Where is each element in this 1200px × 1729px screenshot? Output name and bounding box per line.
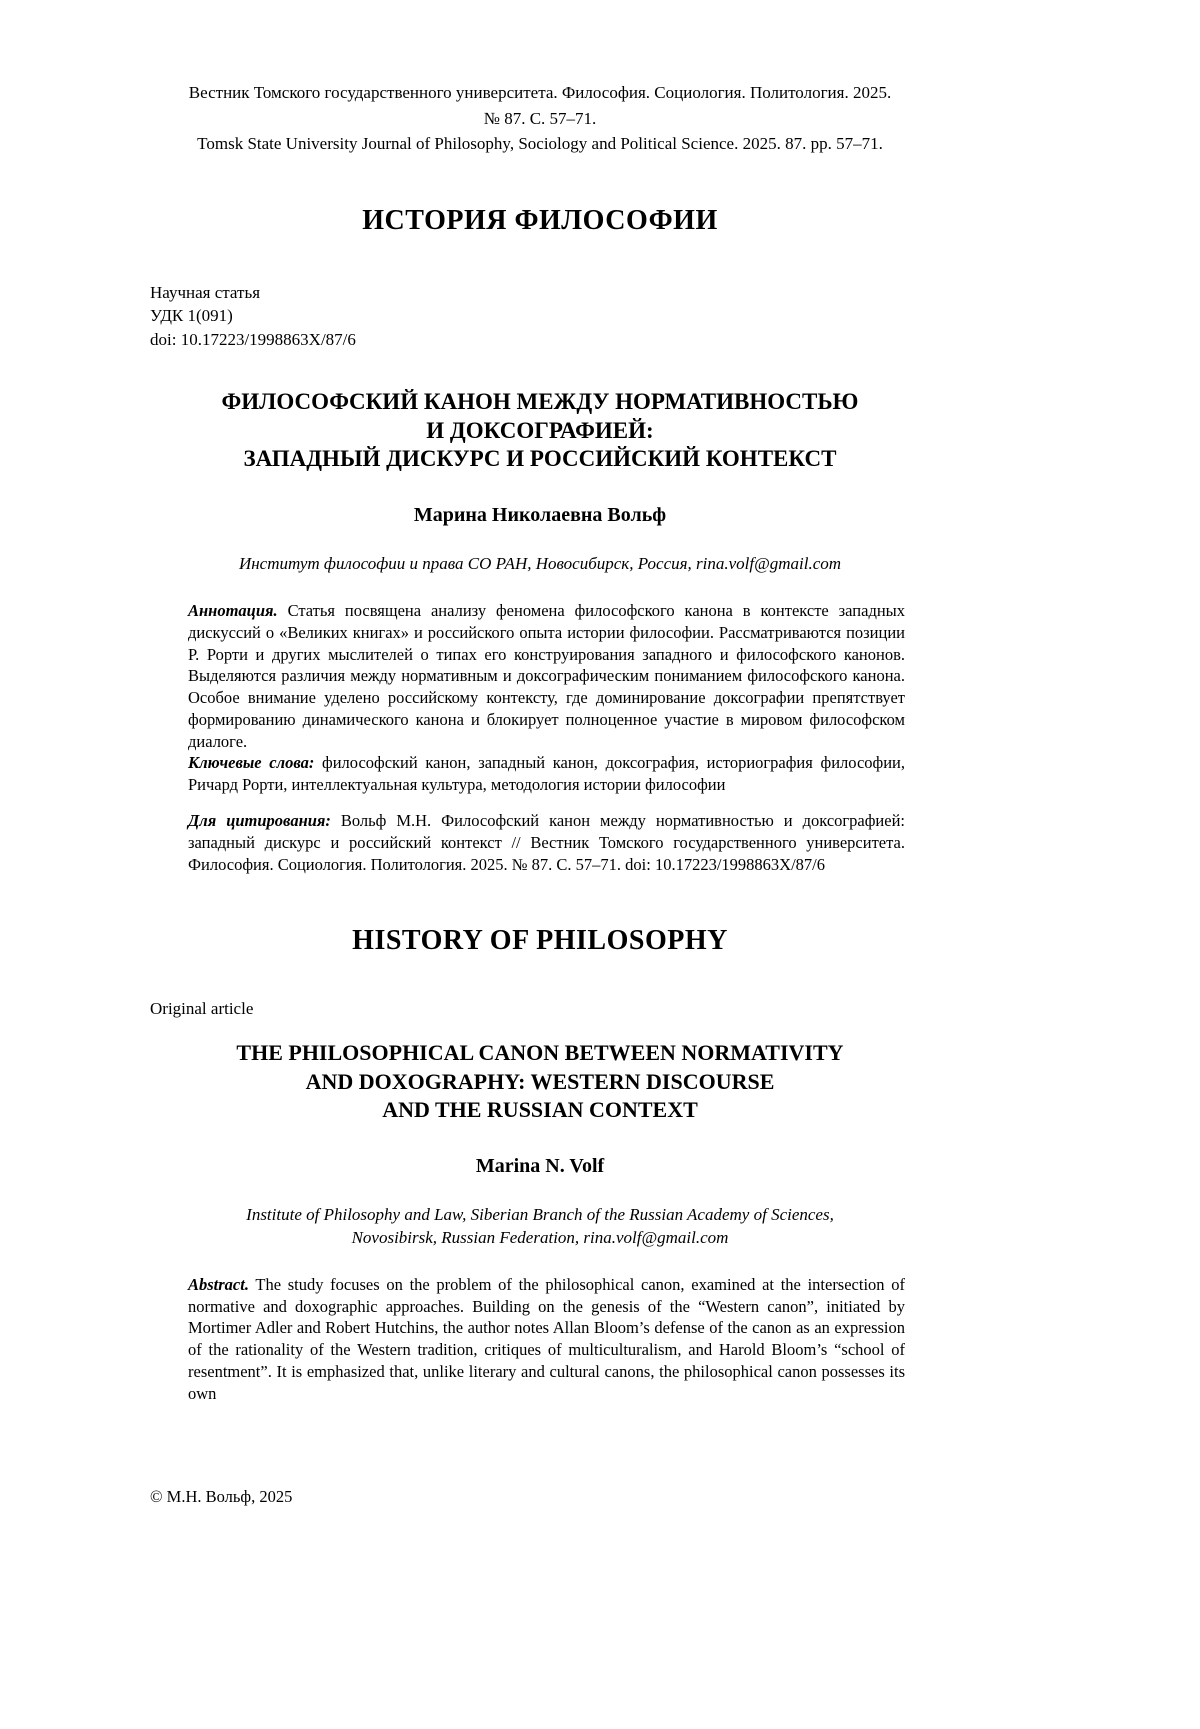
doi-number: doi: 10.17223/1998863X/87/6 (150, 330, 356, 350)
citation-label: Для цитирования: (188, 810, 331, 830)
citation-text: Вольф М.Н. Философский канон между нормативностью и доксографией: западный дискурс и российский контекст // Вестник Томского государственного университета. Философия. Социология. Политология. 2025. № 87. С. 57–71. doi: 10.17223/1998863X/87/6 (188, 810, 905, 874)
section-heading-ru: ИСТОРИЯ ФИЛОСОФИИ (362, 204, 718, 236)
udk-number: УДК 1(091) (150, 306, 233, 326)
citation-block (188, 810, 905, 875)
annotation-paragraph-ru (188, 600, 905, 752)
abstract-text-en: The study focuses on the problem of the philosophical canon, examined at the intersection of normative and doxographic approaches. Building on the genesis of the “Western canon”, initiated by Mortimer Adler and Robert Hutchins, the author notes Allan Bloom’s defense of the canon as an expression of the rationality of the Western tradition, critiques of multiculturalism, and Harold Bloom’s “school of resentment”. It is emphasized that, unlike literary and cultural canons, the philosophical canon possesses its own (188, 1274, 905, 1403)
keywords-paragraph-ru (188, 752, 905, 796)
annotation-label-ru: Аннотация. (188, 601, 278, 621)
section-heading-en: HISTORY OF PHILOSOPHY (352, 925, 728, 957)
citation-paragraph (188, 810, 905, 875)
article-type-ru: Научная статья (150, 282, 261, 302)
keywords-label-ru: Ключевые слова: (188, 753, 315, 773)
author-affiliation-en-line: Novosibirsk, Russian Federation, rina.volf@gmail.com (351, 1227, 729, 1247)
journal-masthead (150, 80, 930, 157)
article-title-en-line: AND THE RUSSIAN CONTEXT (382, 1097, 698, 1123)
masthead-line-issue: № 87. С. 57–71. (483, 108, 597, 128)
masthead-line-ru: Вестник Томского государственного университета. Философия. Социология. Политология. 2025. (188, 83, 892, 102)
masthead-line-en: Tomsk State University Journal of Philosophy, Sociology and Political Science. 2025. 87. pp. 57–71. (197, 134, 883, 153)
annotation-text-ru: Статья посвящена анализу феномена философского канона в контексте западных дискуссий о «Великих книгах» и российского опыта истории философии. Рассматриваются позиции Р. Рорти и других мыслителей о типах его конструирования западного и философского канонов. Выделяются различия между нормативным и доксографическим пониманием философского канона. Особое внимание уделено российскому контексту, где доминирование доксографии препятствует формированию динамического канона и блокирует полноценное участие в мировом философском диалоге. (188, 601, 906, 751)
author-affiliation-en (150, 1204, 930, 1250)
article-title-ru (150, 388, 930, 474)
article-title-en-line: AND DOXOGRAPHY: WESTERN DISCOURSE (305, 1068, 775, 1094)
annotation-block-ru (188, 600, 905, 796)
author-name-en: Marina N. Volf (475, 1155, 605, 1178)
article-title-ru-line: ФИЛОСОФСКИЙ КАНОН МЕЖДУ НОРМАТИВНОСТЬЮ (221, 388, 859, 414)
author-name-ru: Марина Николаевна Вольф (413, 504, 667, 527)
author-affiliation-ru: Институт философии и права СО РАН, Новосибирск, Россия, rina.volf@gmail.com (238, 554, 842, 574)
article-title-ru-line: И ДОКСОГРАФИЕЙ: (426, 417, 654, 443)
article-type-en: Original article (150, 999, 254, 1019)
author-affiliation-en-line: Institute of Philosophy and Law, Siberian Branch of the Russian Academy of Sciences, (246, 1205, 834, 1225)
article-title-ru-line: ЗАПАДНЫЙ ДИСКУРС И РОССИЙСКИЙ КОНТЕКСТ (243, 446, 837, 472)
abstract-block-en (188, 1274, 905, 1405)
copyright-notice: © М.Н. Вольф, 2025 (150, 1487, 293, 1506)
article-title-en-line: THE PHILOSOPHICAL CANON BETWEEN NORMATIVITY (236, 1040, 844, 1066)
article-meta (150, 281, 930, 352)
article-title-en (150, 1039, 930, 1125)
abstract-label-en: Abstract. (188, 1274, 249, 1294)
abstract-paragraph-en (188, 1274, 905, 1405)
keywords-text-ru: философский канон, западный канон, доксография, историография философии, Ричард Рорти, интеллектуальная культура, методология истории философии (188, 753, 905, 795)
